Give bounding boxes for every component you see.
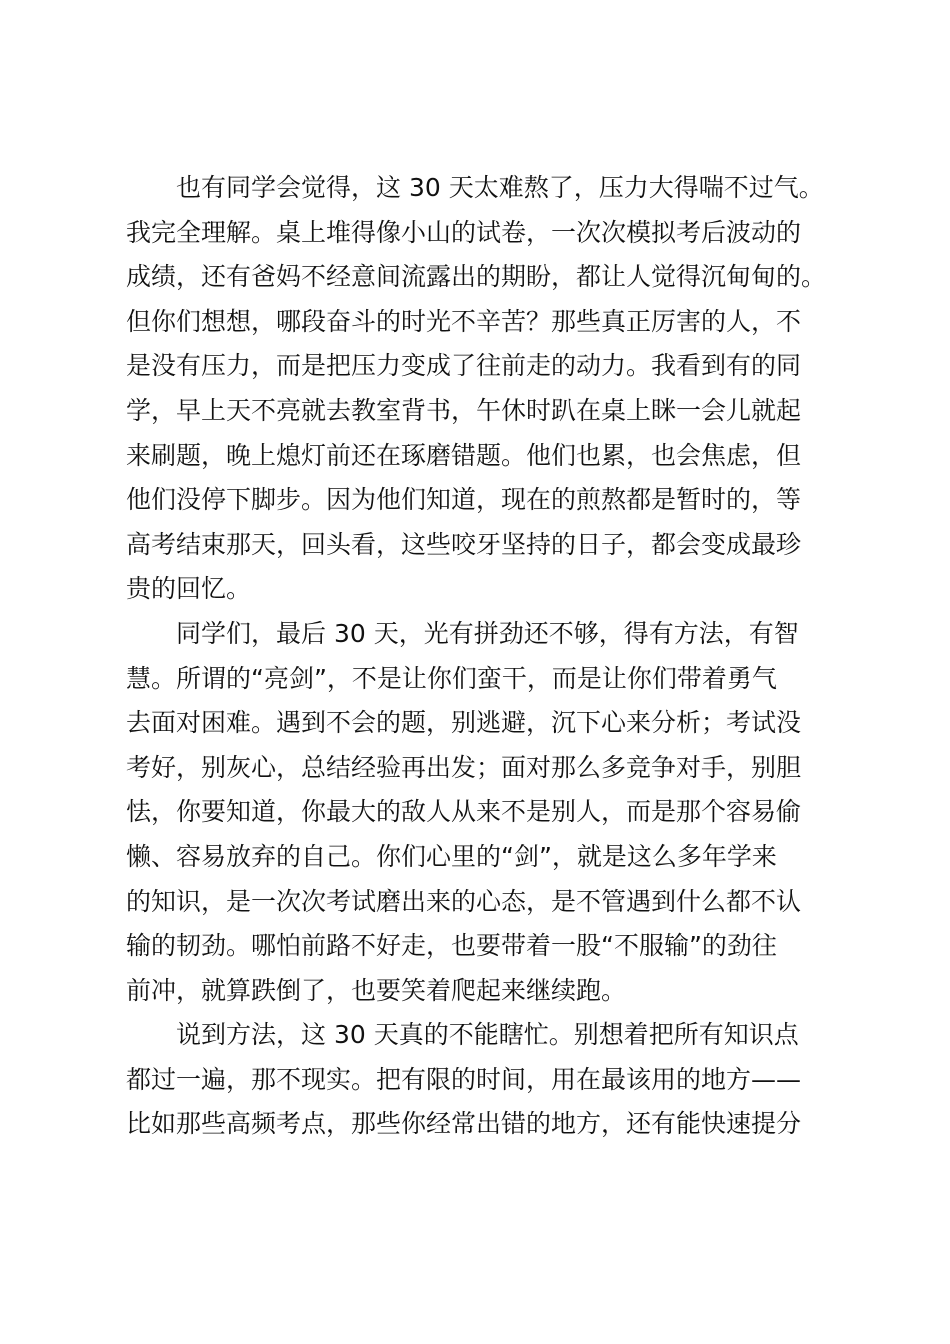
paragraph-1 bbox=[126, 166, 846, 612]
text-line: 高考结束那天，回头看，这些咬牙坚持的日子，都会变成最珍 bbox=[126, 529, 802, 559]
document-body bbox=[126, 166, 846, 1147]
text-line: 输的韧劲。哪怕前路不好走，也要带着一股“不服输”的劲往 bbox=[126, 931, 777, 961]
text-line: 同学们，最后 30 天，光有拼劲还不够，得有方法，有智 bbox=[176, 618, 799, 648]
text-line: 慧。所谓的“亮剑”，不是让你们蛮干，而是让你们带着勇气 bbox=[126, 663, 777, 693]
text-line: 贵的回忆。 bbox=[126, 574, 252, 604]
paragraph-2 bbox=[126, 612, 846, 1013]
text-line: 去面对困难。遇到不会的题，别逃避，沉下心来分析；考试没 bbox=[126, 708, 802, 738]
text-line: 前冲，就算跌倒了，也要笑着爬起来继续跑。 bbox=[126, 975, 627, 1005]
text-line: 成绩，还有爸妈不经意间流露出的期盼，都让人觉得沉甸甸的。 bbox=[126, 262, 827, 292]
text-line: 说到方法，这 30 天真的不能瞎忙。别想着把所有知识点 bbox=[176, 1020, 799, 1050]
text-line: 考好，别灰心，总结经验再出发；面对那么多竞争对手，别胆 bbox=[126, 752, 802, 782]
text-line: 都过一遍，那不现实。把有限的时间，用在最该用的地方—— bbox=[126, 1064, 802, 1094]
text-line: 也有同学会觉得，这 30 天太难熬了，压力大得喘不过气。 bbox=[176, 173, 824, 202]
text-line: 来刷题，晚上熄灯前还在琢磨错题。他们也累，也会焦虑，但 bbox=[126, 440, 802, 470]
text-line: 但你们想想，哪段奋斗的时光不辛苦？那些真正厉害的人，不 bbox=[126, 306, 802, 336]
text-line: 懒、容易放弃的自己。你们心里的“剑”，就是这么多年学来 bbox=[126, 841, 777, 871]
text-line: 是没有压力，而是把压力变成了往前走的动力。我看到有的同 bbox=[126, 351, 802, 381]
text-line: 的知识，是一次次考试磨出来的心态，是不管遇到什么都不认 bbox=[126, 886, 802, 916]
text-line: 他们没停下脚步。因为他们知道，现在的煎熬都是暂时的，等 bbox=[126, 485, 802, 515]
text-line: 我完全理解。桌上堆得像小山的试卷，一次次模拟考后波动的 bbox=[126, 217, 802, 247]
paragraph-3 bbox=[126, 1013, 846, 1147]
text-line: 怯，你要知道，你最大的敌人从来不是别人，而是那个容易偷 bbox=[126, 797, 802, 827]
text-line: 学，早上天不亮就去教室背书，午休时趴在桌上眯一会儿就起 bbox=[126, 395, 802, 425]
text-line: 比如那些高频考点，那些你经常出错的地方，还有能快速提分 bbox=[126, 1109, 802, 1139]
